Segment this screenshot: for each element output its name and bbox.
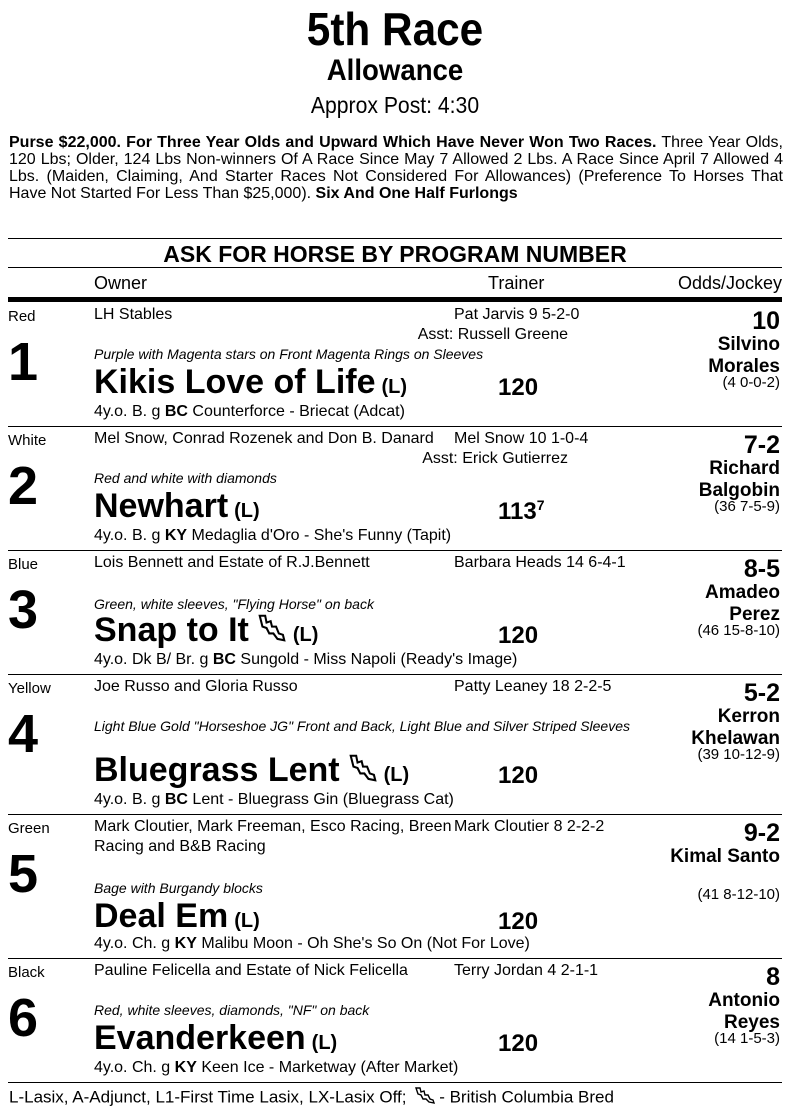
state-bred: KY [174,1059,197,1076]
state-bred: BC [212,651,236,668]
lasix-indicator: (L) [292,624,319,646]
age-sex: 4y.o. Ch. g [94,1059,175,1076]
silks-description: Light Blue Gold "Horseshoe JG" Front and Back, Light Blue and Silver Striped Sleeves [94,718,631,734]
conditions-text: Three Year Olds, 120 Lbs; Older, 124 Lbs Non-winners Of A Race Since May 7 Allowed 2 Lbs. A Race Since April 7 Allowed 4 Lbs. (Maiden, Claiming, And Starter Races Not Considered For Allowances) (Preference To Horses That Have Not Started For Less Than $25,000). [9,134,783,202]
lasix-indicator: (L) [311,1032,338,1054]
lasix-indicator: (L) [383,764,410,786]
age-sex: 4y.o. Ch. g [94,935,175,952]
entry-row [8,550,782,674]
owner: Lois Bennett and Estate of R.J.Bennett [94,554,370,571]
program-number: 5 [8,844,39,904]
jockey: Silvino Morales [708,334,780,377]
saddlecloth-color: Black [8,964,45,981]
morning-line-odds: 9-2 [743,819,780,847]
saddlecloth-color: Yellow [8,680,51,697]
breeding-line [94,650,517,670]
weight [498,490,545,527]
jockey: Kimal Santo [670,846,780,867]
morning-line-odds: 10 [752,307,780,335]
jockey-record: (46 15-8-10) [697,622,780,639]
purse-text: Purse $22,000. For Three Year Olds and Upward Which Have Never Won Two Races. [9,134,657,151]
silks-description: Bage with Burgandy blocks [94,880,263,896]
horse-name-line [94,750,409,795]
jockey-record: (39 10-12-9) [697,746,780,763]
lasix-indicator: (L) [381,376,408,398]
ask-banner: ASK FOR HORSE BY PROGRAM NUMBER [163,241,627,267]
race-type: Allowance [326,54,464,87]
horse-name: Bluegrass Lent [94,751,340,789]
lasix-indicator: (L) [234,910,260,932]
trainer: Terry Jordan 4 2-1-1 [454,962,599,979]
age-sex: 4y.o. B. g [94,527,165,544]
age-sex: 4y.o. Dk B/ Br. g [94,651,213,668]
weight [498,900,538,937]
weight-value: 120 [498,1030,539,1057]
breeding-line [94,1058,458,1078]
odds-jockey-column-header: Odds/Jockey [677,273,782,293]
post-time: Approx Post: 4:30 [310,92,480,118]
silks-description: Green, white sleeves, "Flying Horse" on back [94,596,374,612]
footer-legend [9,1086,614,1110]
bc-bred-icon [257,612,287,652]
trainer: Patty Leaney 18 2-2-5 [454,678,612,695]
jockey-record: (36 7-5-9) [714,498,780,515]
trainer: Mel Snow 10 1-0-4 [454,430,589,447]
divider [8,267,782,268]
entry-row [8,674,782,814]
horse-name-line [94,486,260,531]
state-bred: BC [164,403,188,420]
trainer: Barbara Heads 14 6-4-1 [454,554,626,571]
weight-value: 120 [498,908,539,935]
weight-value: 113 [498,498,537,525]
breeding-line [94,934,530,954]
pedigree: Sungold - Miss Napoli (Ready's Image) [235,651,518,668]
silks-description: Red, white sleeves, diamonds, "NF" on back [94,1002,370,1018]
lasix-indicator: (L) [234,500,260,522]
trainer: Mark Cloutier 8 2-2-2 [454,818,605,835]
bc-bred-legend: - British Columbia Bred [439,1087,614,1107]
morning-line-odds: 5-2 [743,679,780,707]
lasix-legend: L-Lasix, A-Adjunct, L1-First Time Lasix, LX-Lasix Off; [9,1087,407,1107]
program-number: 4 [8,704,39,764]
owner: Joe Russo and Gloria Russo [94,678,298,695]
trainer: Pat Jarvis 9 5-2-0 [454,306,580,323]
weight [498,366,538,403]
weight [498,614,538,651]
jockey: Richard Balgobin [698,458,780,501]
weight [498,1022,538,1059]
pedigree: Counterforce - Briecat (Adcat) [187,403,405,420]
horse-name: Kikis Love of Life [94,363,376,401]
morning-line-odds: 7-2 [743,431,780,459]
weight-value: 120 [498,374,539,401]
pedigree: Medaglia d'Oro - She's Funny (Tapit) [187,527,452,544]
program-number: 6 [8,988,39,1048]
saddlecloth-color: Green [8,820,50,837]
pedigree: Malibu Moon - Oh She's So On (Not For Love) [196,935,530,952]
pedigree: Keen Ice - Marketway (After Market) [196,1059,459,1076]
bc-bred-icon [348,752,378,792]
race-conditions [9,134,783,202]
distance-text: Six And One Half Furlongs [315,185,518,202]
trainer-column-header: Trainer [488,273,545,293]
race-header [0,4,790,120]
jockey-record: (4 0-0-2) [722,374,780,391]
owner: Pauline Felicella and Estate of Nick Felicella [94,962,408,979]
silks-description: Red and white with diamonds [94,470,277,486]
horse-name: Deal Em [94,897,229,935]
race-title: 5th Race [306,3,484,55]
entry-row [8,814,782,958]
entry-divider [8,1082,782,1083]
weight-value: 120 [498,762,539,789]
weight-allowance: 7 [536,497,545,513]
horse-name: Newhart [94,487,229,525]
state-bred: KY [164,527,188,544]
saddlecloth-color: Red [8,308,36,325]
pedigree: Lent - Bluegrass Gin (Bluegrass Cat) [187,791,454,808]
age-sex: 4y.o. B. g [94,403,165,420]
jockey-record: (41 8-12-10) [697,886,780,903]
breeding-line [94,526,451,546]
jockey: Kerron Khelawan [691,706,780,749]
program-number: 3 [8,580,39,640]
saddlecloth-color: Blue [8,556,39,573]
weight [498,754,538,791]
silks-description: Purple with Magenta stars on Front Magenta Rings on Sleeves [94,346,484,362]
morning-line-odds: 8-5 [743,555,780,583]
breeding-line [94,402,405,422]
owner: Mark Cloutier, Mark Freeman, Esco Racing, Breen Racing and B&B Racing [94,818,452,855]
divider [8,238,782,239]
horse-name-line [94,610,318,655]
state-bred: BC [164,791,188,808]
owner-column-header: Owner [94,273,148,293]
horse-name: Snap to It [94,611,249,649]
horse-name: Evanderkeen [94,1019,306,1057]
saddlecloth-color: White [8,432,47,449]
horse-name-line [94,362,407,407]
assistant-trainer: Asst: Russell Greene [417,326,568,343]
bc-bred-icon [414,1086,436,1110]
entry-row [8,958,782,1082]
weight-value: 120 [498,622,539,649]
owner: LH Stables [94,306,173,323]
jockey-record: (14 1-5-3) [714,1030,780,1047]
state-bred: KY [174,935,197,952]
morning-line-odds: 8 [766,963,780,991]
entry-row [8,302,782,426]
entry-row [8,426,782,550]
owner: Mel Snow, Conrad Rozenek and Don B. Danard [94,430,434,447]
program-number: 1 [8,332,39,392]
program-number: 2 [8,456,39,516]
horse-name-line [94,1018,337,1063]
jockey: Antonio Reyes [708,990,780,1033]
assistant-trainer: Asst: Erick Gutierrez [422,450,568,467]
age-sex: 4y.o. B. g [94,791,165,808]
jockey: Amadeo Perez [705,582,780,625]
breeding-line [94,790,454,810]
